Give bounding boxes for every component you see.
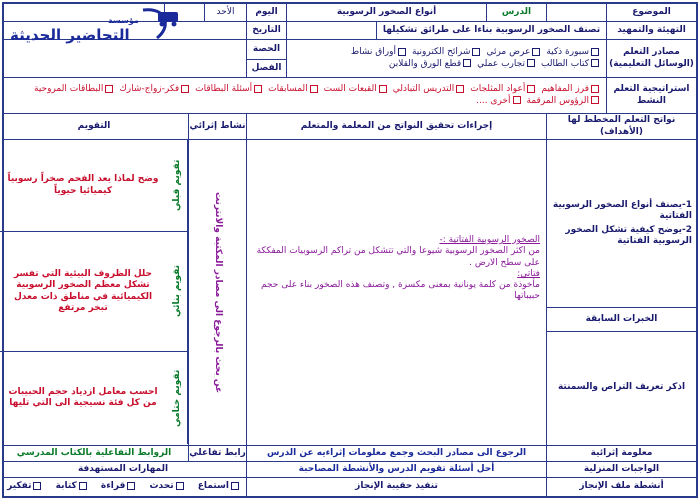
prior-value: اذكر تعريف التراص والسمنتة	[557, 382, 686, 393]
skill-option[interactable]: كتابة	[56, 481, 87, 492]
row-resources	[4, 40, 696, 78]
resources-list	[286, 40, 606, 77]
procedures-cell	[246, 140, 546, 445]
col-activity: نشاط إثرائي	[188, 114, 246, 139]
procedure-text-1: من اكثر الصخور الرسوبية شيوعا والتي تتشكل من تراكم الرسوبيات المفككة على سطح الارض .	[256, 246, 540, 268]
class-label: الفصل	[246, 59, 286, 78]
procedure-sub: فتاتي:	[517, 268, 540, 279]
resource-option[interactable]: تجارب عملي	[477, 59, 535, 70]
skills-label: المهارات المستهدفة	[77, 463, 169, 474]
evaluation-cell	[0, 140, 188, 445]
portfolio-label: أنشطة ملف الإنجاز	[546, 478, 696, 496]
activity-cell	[188, 140, 246, 445]
resource-option[interactable]: شرائح الكترونية	[412, 47, 480, 58]
intro-blank	[286, 22, 376, 39]
day-1: الأحد	[204, 4, 246, 21]
procedure-title: الصخور الرسوبية الفتاتية :-	[439, 235, 540, 245]
skill-option[interactable]: قراءة	[101, 481, 136, 492]
strategy-option[interactable]: أسئلة البطاقات	[195, 84, 262, 95]
skill-option[interactable]: تفكير	[7, 481, 41, 492]
resource-option[interactable]: أوراق نشاط	[351, 47, 406, 58]
strategy-option[interactable]: أعواد المثلجات	[470, 84, 535, 95]
eval-tribal-value: وضح لماذا يعد الفحم صخراً رسوبياً كيميائيا حيوياً	[7, 174, 159, 196]
eval-final-value: احسب معامل ازدياد حجم الحبيبات من كل فئة نسيجية الى التي تليها	[8, 386, 158, 408]
logo-line1: مؤسسة	[108, 16, 139, 25]
eval-form-value: حلل الظروف البيئية التي تفسر تشكل معظم الصخور الرسوبية الكيميائية في مناطق ذات معدل تبخر مرتفع	[13, 269, 153, 313]
logo	[8, 6, 188, 44]
strategy-option[interactable]: الرؤوس المرقمة	[527, 96, 600, 107]
strategies-list	[0, 78, 606, 113]
row-portfolio	[4, 478, 696, 496]
skill-option[interactable]: تحدث	[150, 481, 184, 492]
subject-label: الموضوع	[606, 4, 696, 21]
strategies-label: استراتيجية التعلم النشط	[606, 78, 696, 113]
lesson-label: الدرس	[486, 4, 546, 21]
subject-value	[546, 4, 606, 21]
prior-label: الخبرات السابقة	[547, 308, 696, 332]
period-label: الحصة	[246, 40, 286, 59]
hw-label: الواجبات المنزلية	[546, 462, 696, 477]
skills-list	[0, 478, 246, 496]
eval-final-label: تقويم ختامي	[168, 352, 188, 444]
outcomes-cell	[546, 140, 696, 445]
day-label: اليوم	[246, 4, 286, 21]
col-outcomes: نواتج التعلم المخطط لها (الأهداف)	[546, 114, 696, 139]
outcome-2: 2-يوضح كيفية تشكل الصخور الرسوبية الفتاتية	[565, 224, 692, 246]
row-main	[4, 140, 696, 446]
resource-option[interactable]: سبورة ذكية	[546, 47, 599, 58]
lesson-value: أنواع الصخور الرسوبية	[286, 4, 486, 21]
portfolio-value: تنفيذ حقيبة الإنجاز	[246, 478, 546, 496]
row-enrich	[4, 446, 696, 462]
enrich-value: الرجوع الى مصادر البحث وجمع معلومات إثراءيه عن الدرس	[246, 446, 546, 461]
intro-value: تصنف الصخور الرسوبية بناءا على طرائق تشكيلها	[376, 22, 606, 39]
strategy-option[interactable]: البطاقات المروحية	[34, 84, 113, 95]
eval-tribal-label: تقويم قبلي	[168, 140, 188, 231]
logo-line2: التحاضير الحديثة	[10, 26, 130, 44]
link-label: رابط تفاعلي	[188, 446, 246, 461]
link-value: الروابط التفاعلية بالكتاب المدرسي	[16, 447, 172, 458]
enrich-label: معلومة إثرائية	[546, 446, 696, 461]
lesson-plan-sheet	[2, 2, 698, 498]
strategy-option[interactable]: فكر-زواج-شارك	[119, 84, 189, 95]
strategy-option[interactable]: القبعات الست	[324, 84, 387, 95]
outcome-1: 1-يصنف أنواع الصخور الرسوبية الفتاتية	[552, 200, 692, 222]
procedure-text-2: مأخوذة من كلمة يونانية بمعنى مكسرة , وتصنف هذه الصخور بناء على حجم حبيباتها	[260, 280, 540, 302]
activity-text: عن بحث بالرجوع الى مصادر المكتبة والانترنت	[213, 191, 224, 394]
skill-option[interactable]: استماع	[198, 481, 239, 492]
col-procedures: إجراءات تحقيق النواتج من المعلمة والمتعلم	[246, 114, 546, 139]
strategy-option[interactable]: المسابقات	[268, 84, 318, 95]
strategy-option[interactable]: التدريس التبادلي	[393, 84, 465, 95]
date-label: التاريخ	[246, 22, 286, 39]
row-strategies	[4, 78, 696, 114]
strategy-option[interactable]: أخرى ....	[476, 96, 520, 107]
hw-value: أحل أسئلة تقويم الدرس والأنشطة المصاحبة	[246, 462, 546, 477]
row-column-headers	[4, 114, 696, 140]
strategy-option[interactable]: فرز المفاهيم	[541, 84, 599, 95]
resource-option[interactable]: كتاب الطالب	[541, 59, 599, 70]
eval-form-label: تقويم بنائي	[168, 232, 188, 351]
resources-label: مصادر التعلم (الوسائل التعليمية)	[606, 40, 696, 77]
resource-option[interactable]: عرض مرئي	[486, 47, 540, 58]
intro-label: التهيئة والتمهيد	[606, 22, 696, 39]
row-homework	[4, 462, 696, 478]
col-evaluation: التقويم	[77, 120, 111, 131]
resource-option[interactable]: قطع الورق والقلابن	[389, 59, 471, 70]
